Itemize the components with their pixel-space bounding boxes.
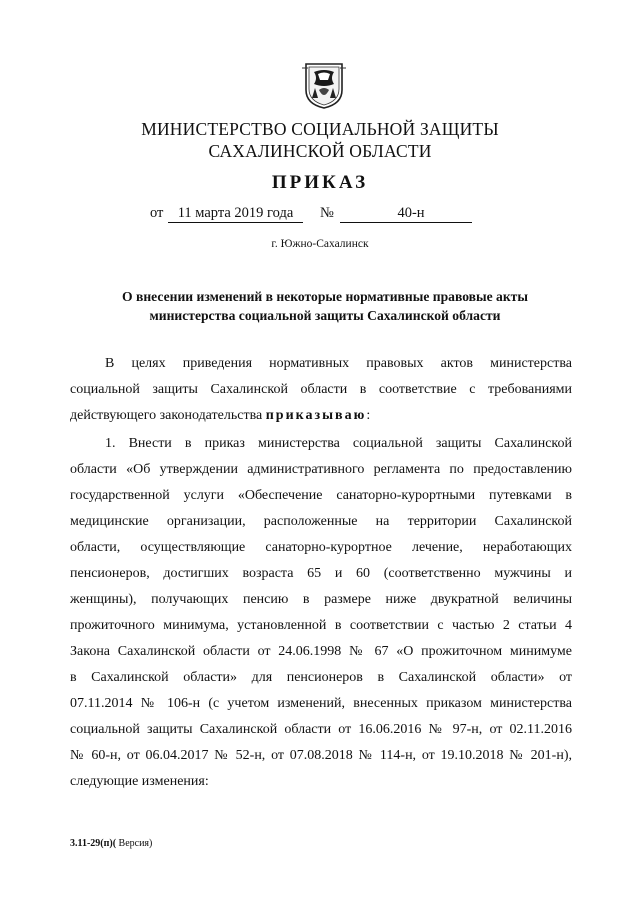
body-line: № 60-н, от 06.04.2017 № 52-н, от 07.08.2018 № 114-н, от 19.10.2018 № 201-н), bbox=[70, 748, 572, 763]
date-prefix: от bbox=[150, 205, 164, 221]
footer-code: 3.11-29(п)( bbox=[70, 838, 117, 849]
body-text: действующего законодательства bbox=[70, 408, 263, 423]
ministry-name-line1: МИНИСТЕРСТВО СОЦИАЛЬНОЙ ЗАЩИТЫ bbox=[141, 119, 499, 139]
body-line: государственной услуги «Обеспечение санаторно-курортными путевками в bbox=[70, 488, 572, 503]
body-line: следующие изменения: bbox=[70, 774, 209, 789]
body-line: медицинские организации, расположенные на территории Сахалинской bbox=[70, 514, 572, 529]
body-line: пенсионеров, достигших возраста 65 и 60 (соответственно мужчины и bbox=[70, 566, 572, 581]
body-text: : bbox=[366, 408, 371, 423]
body-line bbox=[70, 407, 572, 425]
order-subject-line1: О внесении изменений в некоторые нормативные правовые акты bbox=[122, 289, 528, 304]
city-name: г. Южно-Сахалинск bbox=[271, 238, 369, 250]
body-line: социальной защиты Сахалинской области в соответствие с требованиями bbox=[70, 382, 572, 397]
order-title: ПРИКАЗ bbox=[271, 172, 369, 193]
coat-of-arms-icon bbox=[300, 60, 348, 110]
body-line: 07.11.2014 № 106-н (с учетом изменений, внесенных приказом министерства bbox=[70, 696, 572, 711]
order-subject-line2: министерства социальной защиты Сахалинской области bbox=[149, 308, 501, 323]
body-line: области, осуществляющие санаторно-курортное лечение, неработающих bbox=[70, 540, 572, 555]
body-line: прожиточного минимума, установленной в соответствии с частью 2 статьи 4 bbox=[70, 618, 572, 633]
document-footer-code bbox=[70, 838, 152, 849]
body-line: В целях приведения нормативных правовых актов министерства bbox=[105, 356, 572, 371]
order-number: 40-н bbox=[340, 205, 472, 223]
order-date: 11 марта 2019 года bbox=[168, 205, 303, 223]
body-line: 1. Внести в приказ министерства социальной защиты Сахалинской bbox=[105, 436, 572, 451]
footer-version: Версия) bbox=[116, 838, 153, 849]
number-sign: № bbox=[320, 205, 334, 221]
body-line: области «Об утверждении административного регламента по предоставлению bbox=[70, 462, 572, 477]
ministry-name-line2: САХАЛИНСКОЙ ОБЛАСТИ bbox=[208, 141, 432, 161]
body-line: Закона Сахалинской области от 24.06.1998 № 67 «О прожиточном минимуме bbox=[70, 644, 572, 659]
body-line: в Сахалинской области» для пенсионеров в Сахалинской области» от bbox=[70, 670, 572, 685]
order-keyword: приказываю bbox=[265, 408, 367, 423]
body-line: социальной защиты Сахалинской области от 16.06.2016 № 97-н, от 02.11.2016 bbox=[70, 722, 572, 737]
body-line: женщины), получающих пенсию в размере ниже двукратной величины bbox=[70, 592, 572, 607]
